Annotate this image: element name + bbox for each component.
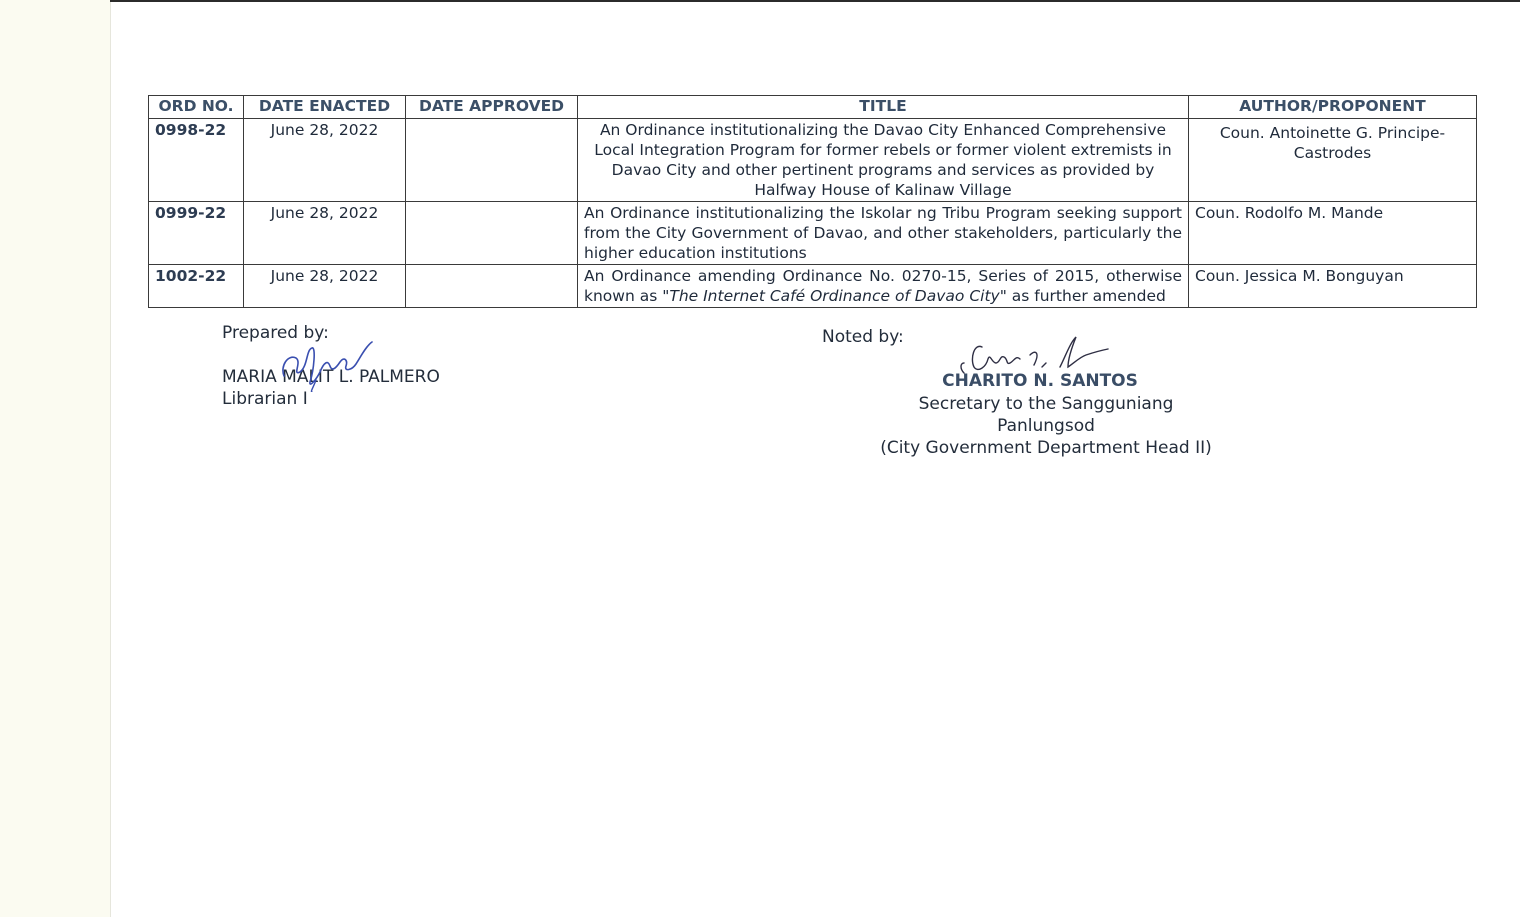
noted-by-office: (City Government Department Head II) (880, 438, 1212, 458)
title-cell: An Ordinance institutionalizing the Davao City Enhanced Comprehensive Local Integration Program for former rebels or former violent extremists in Davao City and other pertinent programs and services as provided by Halfway House of Kalinaw Village (578, 119, 1189, 202)
prepared-by-name: MARIA MALIT L. PALMERO (222, 367, 440, 387)
noted-by-name: CHARITO N. SANTOS (942, 371, 1138, 391)
prepared-by-position: Librarian I (222, 389, 308, 409)
author-cell: Coun. Rodolfo M. Mande (1189, 202, 1477, 265)
noted-by-details (876, 393, 1216, 459)
header-date-approved: DATE APPROVED (406, 96, 578, 119)
date-approved-cell (406, 265, 578, 308)
table-row (149, 119, 1477, 202)
header-ord-no: ORD NO. (149, 96, 244, 119)
ordinance-table (148, 95, 1477, 308)
title-italic-text: "The Internet Café Ordinance of Davao City" (662, 287, 1007, 305)
prepared-by-signature (276, 336, 386, 392)
noted-by-position: Secretary to the Sangguniang Panlungsod (918, 394, 1174, 436)
table-header-row (149, 96, 1477, 119)
title-text: An Ordinance amending Ordinance No. 0270-15, Series of 2015, otherwise known as (584, 267, 1182, 305)
title-cell (578, 265, 1189, 308)
date-enacted-cell: June 28, 2022 (244, 265, 406, 308)
date-enacted-cell: June 28, 2022 (244, 202, 406, 265)
header-author: AUTHOR/PROPONENT (1189, 96, 1477, 119)
noted-by-name-wrap (880, 370, 1200, 392)
table-row (149, 202, 1477, 265)
ord-no-cell: 0998-22 (149, 119, 244, 202)
header-title: TITLE (578, 96, 1189, 119)
ord-no-cell: 0999-22 (149, 202, 244, 265)
ord-no-cell: 1002-22 (149, 265, 244, 308)
page-top-border (110, 0, 1520, 2)
scan-margin-strip (0, 0, 111, 917)
header-date-enacted: DATE ENACTED (244, 96, 406, 119)
table-row (149, 265, 1477, 308)
title-suffix-text: as further amended (1006, 287, 1166, 305)
date-enacted-cell: June 28, 2022 (244, 119, 406, 202)
author-cell: Coun. Jessica M. Bonguyan (1189, 265, 1477, 308)
prepared-by-label: Prepared by: (222, 323, 329, 343)
date-approved-cell (406, 119, 578, 202)
author-cell: Coun. Antoinette G. Principe-Castrodes (1189, 119, 1477, 202)
date-approved-cell (406, 202, 578, 265)
noted-by-label: Noted by: (822, 327, 904, 347)
title-cell: An Ordinance institutionalizing the Iskolar ng Tribu Program seeking support from the City Government of Davao, and other stakeholders, particularly the higher education institutions (578, 202, 1189, 265)
